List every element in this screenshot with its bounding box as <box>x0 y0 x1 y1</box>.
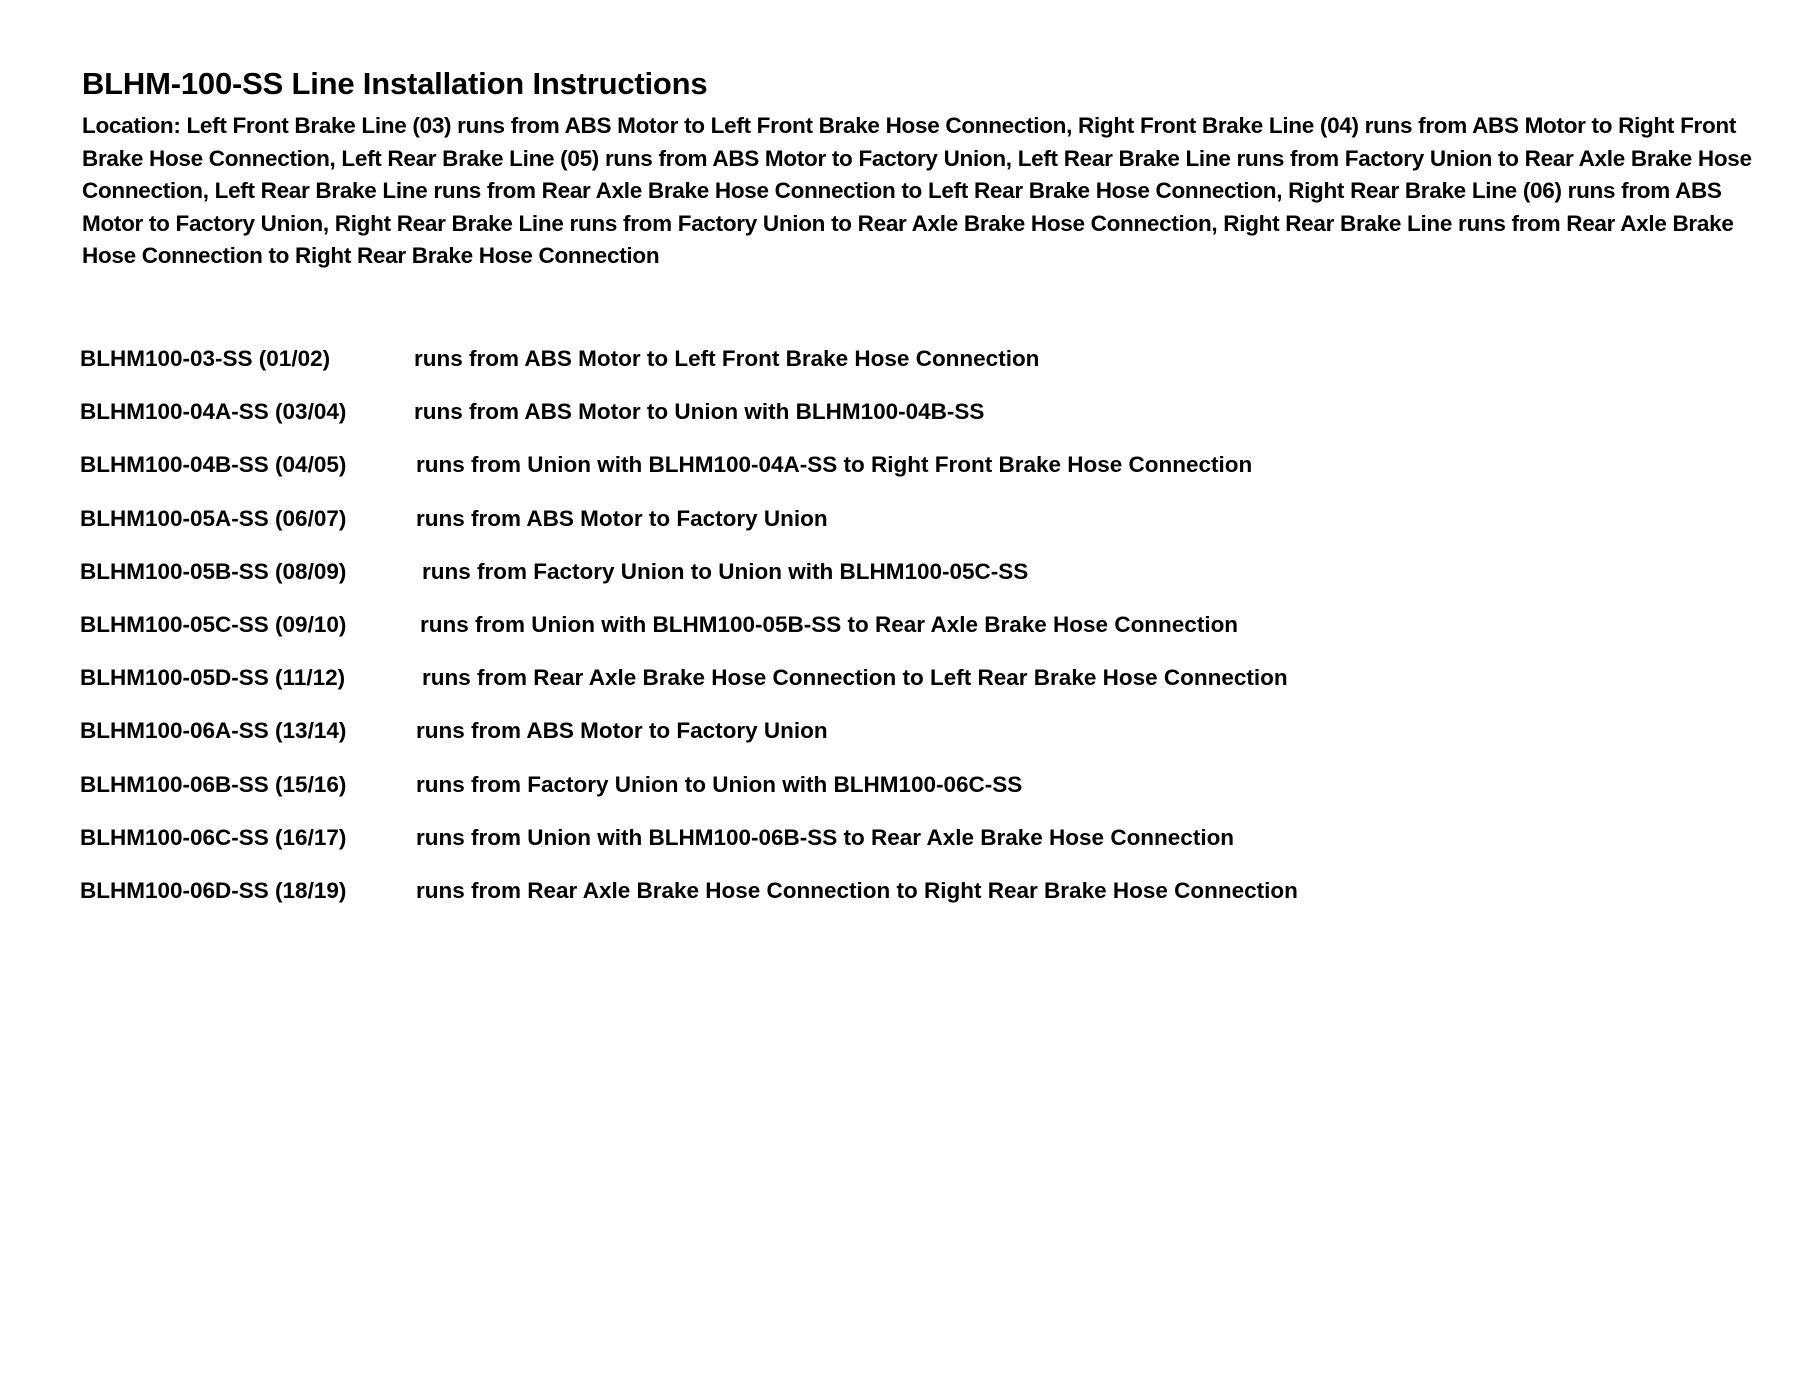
list-item <box>80 397 1580 450</box>
list-item <box>80 610 1580 663</box>
page-title: BLHM-100-SS Line Installation Instructions <box>82 66 708 101</box>
line-route-description: runs from Factory Union to Union with BLHM100-05C-SS <box>422 558 1029 584</box>
line-route-description: runs from Union with BLHM100-05B-SS to Rear Axle Brake Hose Connection <box>420 611 1239 637</box>
line-route-description: runs from Union with BLHM100-04A-SS to Right Front Brake Hose Connection <box>416 452 1253 478</box>
line-part-number: BLHM100-06C-SS (16/17) <box>80 824 347 850</box>
line-part-number: BLHM100-04B-SS (04/05) <box>80 452 347 478</box>
line-part-number: BLHM100-06B-SS (15/16) <box>80 771 347 797</box>
line-route-description: runs from Rear Axle Brake Hose Connection to Left Rear Brake Hose Connection <box>422 665 1288 691</box>
list-item <box>80 876 1580 929</box>
line-route-description: runs from Factory Union to Union with BLHM100-06C-SS <box>416 771 1023 797</box>
list-item <box>80 770 1580 823</box>
brake-line-list <box>80 344 1580 929</box>
line-part-number: BLHM100-04A-SS (03/04) <box>80 399 347 425</box>
list-item <box>80 504 1580 557</box>
line-part-number: BLHM100-05D-SS (11/12) <box>80 665 346 691</box>
line-route-description: runs from ABS Motor to Factory Union <box>416 718 828 744</box>
list-item <box>80 716 1580 769</box>
line-route-description: runs from ABS Motor to Left Front Brake Hose Connection <box>414 346 1040 371</box>
line-part-number: BLHM100-05A-SS (06/07) <box>80 505 347 531</box>
line-route-description: runs from ABS Motor to Factory Union <box>416 505 828 531</box>
line-route-description: runs from ABS Motor to Union with BLHM100-04B-SS <box>414 399 985 425</box>
list-item <box>80 823 1580 876</box>
list-item <box>80 663 1580 716</box>
line-part-number: BLHM100-06D-SS (18/19) <box>80 877 347 903</box>
line-part-number: BLHM100-05C-SS (09/10) <box>80 611 347 637</box>
list-item <box>80 557 1580 610</box>
location-paragraph: Location: Left Front Brake Line (03) runs from ABS Motor to Left Front Brake Hose Connection, Right Front Brake Line (04) runs from ABS Motor to Right Front Brake Hose Connection, Left Rear Brake Line (05) runs from ABS Motor to Factory Union, Left Rear Brake Line runs from Factory Union to Rear Axle Brake Hose Connection, Left Rear Brake Line runs from Rear Axle Brake Hose Connection to Left Rear Brake Hose Connection, Right Rear Brake Line (06) runs from ABS Motor to Factory Union, Right Rear Brake Line runs from Factory Union to Rear Axle Brake Hose Connection, Right Rear Brake Line runs from Rear Axle Brake Hose Connection to Right Rear Brake Hose Connection <box>82 113 1752 269</box>
line-route-description: runs from Rear Axle Brake Hose Connection to Right Rear Brake Hose Connection <box>416 877 1298 903</box>
list-item <box>80 344 1580 397</box>
line-part-number: BLHM100-05B-SS (08/09) <box>80 558 347 584</box>
line-part-number: BLHM100-03-SS (01/02) <box>80 346 331 371</box>
list-item <box>80 450 1580 503</box>
line-route-description: runs from Union with BLHM100-06B-SS to Rear Axle Brake Hose Connection <box>416 824 1235 850</box>
line-part-number: BLHM100-06A-SS (13/14) <box>80 718 347 744</box>
